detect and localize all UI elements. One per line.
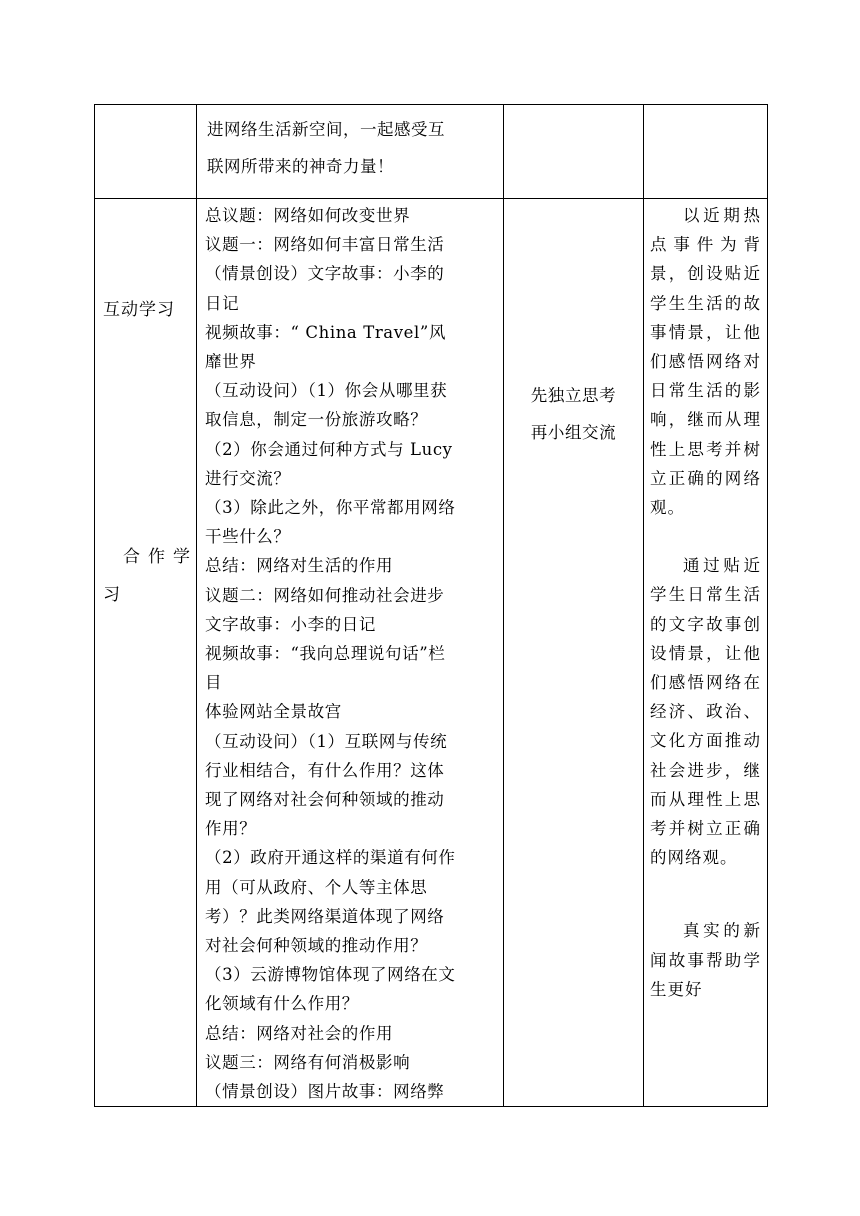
content-line: （2）你会通过何种方式与 Lucy	[205, 439, 453, 459]
content-line: 行业相结合，有什么作用？这体	[205, 760, 445, 780]
method-line: 先独立思考	[530, 386, 617, 405]
method-line: 再小组交流	[530, 423, 617, 442]
content-list	[197, 199, 503, 1106]
content-line: 用（可从政府、个人等主体思	[205, 877, 428, 897]
content-line: 总结：网络对生活的作用	[205, 556, 394, 576]
content-line: 文字故事：小李的日记	[205, 614, 376, 634]
content-line: 现了网络对社会何种领域的推动	[205, 790, 445, 810]
content-line: 作用？	[205, 819, 257, 839]
content-line: 靡世界	[205, 352, 257, 372]
content-line: 体验网站全景故宫	[205, 702, 342, 722]
content-line: 联网所带来的神奇力量！	[207, 157, 394, 176]
content-cell	[197, 199, 504, 1107]
content-line: 视频故事：“ China Travel”风	[205, 322, 447, 342]
purpose-paragraph: 以近期热点事件为背景，创设贴近学生生活的故事情景，让他们感悟网络对日常生活的影响，继而从理性上思考并树立正确的网络观。	[650, 206, 761, 518]
stage-label: 互动学习	[103, 300, 175, 320]
stage-label: 合作学	[123, 547, 198, 567]
content-line: 干些什么？	[205, 527, 291, 547]
content-line: 对社会何种领域的推动作用？	[205, 936, 428, 956]
method-cell	[504, 199, 644, 1107]
content-line: 日记	[205, 293, 240, 313]
table-row	[95, 199, 768, 1107]
table-row	[95, 105, 768, 199]
content-line: 目	[205, 673, 223, 693]
content-line: 化领域有什么作用？	[205, 994, 359, 1014]
content-line: （互动设问）（1）你会从哪里获	[205, 381, 448, 401]
content-line: 视频故事：“我向总理说句话”栏	[205, 644, 446, 664]
content-line: （互动设问）（1）互联网与传统	[205, 731, 448, 751]
stage-cell	[95, 105, 197, 199]
content-line: （3）云游博物馆体现了网络在文	[205, 965, 456, 985]
stage-label: 习	[103, 585, 120, 605]
content-line: （3）除此之外，你平常都用网络	[205, 498, 456, 518]
stage-cell	[95, 199, 197, 1107]
content-line: 总议题：网络如何改变世界	[205, 206, 411, 225]
content-line: （2）政府开通这样的渠道有何作	[205, 848, 456, 868]
content-cell	[197, 105, 504, 199]
lesson-plan-table	[94, 104, 768, 1107]
purpose-cell	[644, 105, 768, 199]
content-line: （情景创设）文字故事：小李的	[205, 264, 445, 284]
content-line: 考）？此类网络渠道体现了网络	[205, 906, 445, 926]
content-line: 议题一：网络如何丰富日常生活	[205, 235, 445, 255]
purpose-paragraph: 真实的新闻故事帮助学生更好	[650, 921, 761, 999]
content-line: （情景创设）图片故事：网络弊	[205, 1082, 445, 1102]
content-line: 取信息，制定一份旅游攻略？	[205, 410, 428, 430]
content-line: 进网络生活新空间，一起感受互	[207, 120, 445, 139]
purpose-cell	[644, 199, 768, 1107]
content-line: 总结：网络对社会的作用	[205, 1023, 394, 1043]
method-cell	[504, 105, 644, 199]
purpose-paragraph: 通过贴近学生日常生活的文字故事创设情景，让他们感悟网络在经济、政治、文化方面推动社会进步，继而从理性上思考并树立正确的网络观。	[650, 556, 761, 868]
content-line: 进行交流？	[205, 468, 291, 488]
content-line: 议题二：网络如何推动社会进步	[205, 585, 445, 605]
content-line: 议题三：网络有何消极影响	[205, 1052, 411, 1072]
